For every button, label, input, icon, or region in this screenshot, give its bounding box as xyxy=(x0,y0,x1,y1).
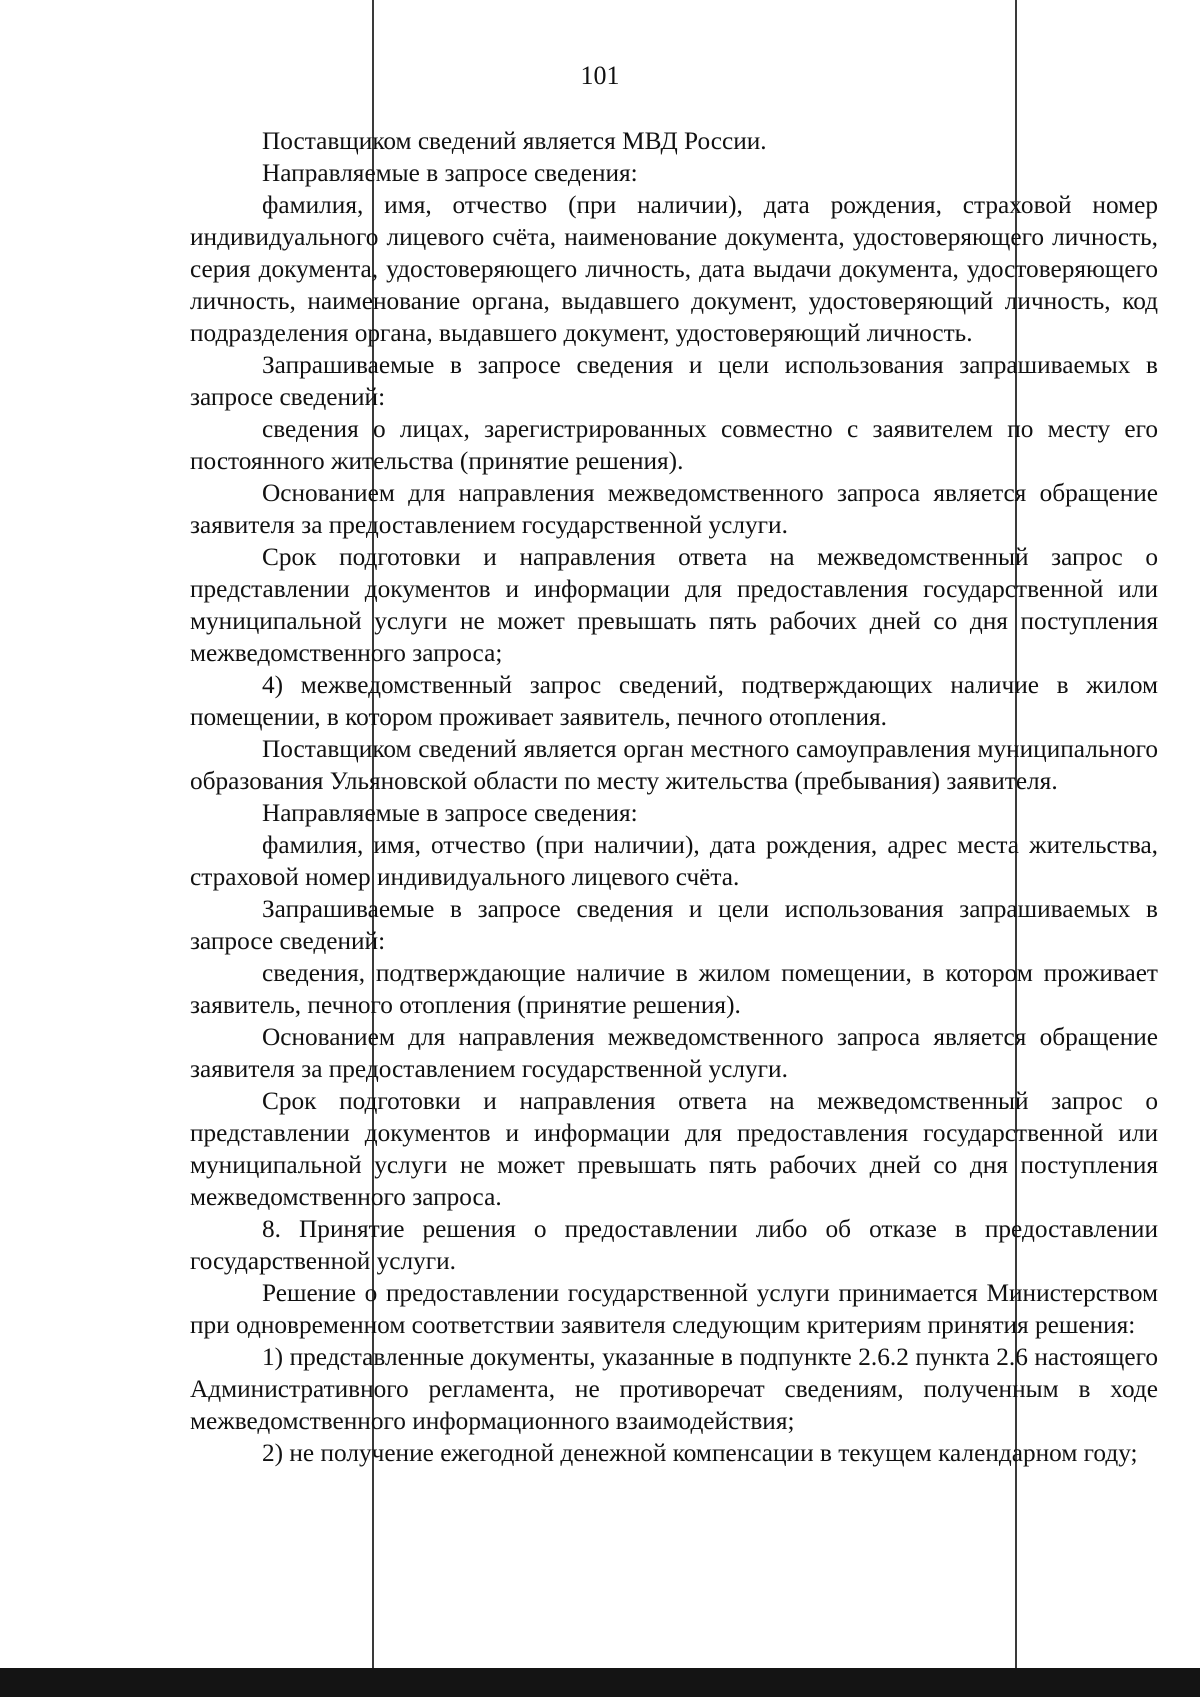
paragraph: сведения, подтверждающие наличие в жилом помещении, в котором проживает заявитель, печного отопления (принятие решения). xyxy=(190,959,1158,1019)
paragraph: Срок подготовки и направления ответа на межведомственный запрос о представлении документов и информации для предоставления государственной или муниципальной услуги не может превышать пять рабочих дней со дня поступления межведомственного запроса. xyxy=(190,1087,1158,1211)
scan-bottom-edge xyxy=(0,1668,1200,1697)
page-number: 101 xyxy=(580,61,620,90)
document-body xyxy=(190,125,1158,1469)
paragraph: Срок подготовки и направления ответа на межведомственный запрос о представлении документов и информации для предоставления государственной или муниципальной услуги не может превышать пять рабочих дней со дня поступления межведомственного запроса; xyxy=(190,543,1158,667)
paragraph: Запрашиваемые в запросе сведения и цели использования запрашиваемых в запросе сведений: xyxy=(190,351,1158,411)
paragraph: 4) межведомственный запрос сведений, подтверждающих наличие в жилом помещении, в котором проживает заявитель, печного отопления. xyxy=(190,671,1158,731)
paragraph: фамилия, имя, отчество (при наличии), дата рождения, адрес места жительства, страховой номер индивидуального лицевого счёта. xyxy=(190,831,1158,891)
paragraph: Направляемые в запросе сведения: xyxy=(262,799,638,827)
paragraph: Запрашиваемые в запросе сведения и цели использования запрашиваемых в запросе сведений: xyxy=(190,895,1158,955)
paragraph: 8. Принятие решения о предоставлении либо об отказе в предоставлении государственной услуги. xyxy=(190,1215,1158,1275)
paragraph: Поставщиком сведений является орган местного самоуправления муниципального образования Ульяновской области по месту жительства (пребывания) заявителя. xyxy=(190,735,1158,795)
paragraph: Направляемые в запросе сведения: xyxy=(262,159,638,187)
paragraph: сведения о лицах, зарегистрированных совместно с заявителем по месту его постоянного жительства (принятие решения). xyxy=(190,415,1158,475)
paragraph: Решение о предоставлении государственной услуги принимается Министерством при одновременном соответствии заявителя следующим критериям принятия решения: xyxy=(190,1279,1158,1339)
paragraph: фамилия, имя, отчество (при наличии), дата рождения, страховой номер индивидуального лицевого счёта, наименование документа, удостоверяющего личность, серия документа, удостоверяющего личность, дата выдачи документа, удостоверяющего личность, наименование органа, выдавшего документ, удостоверяющий личность, код подразделения органа, выдавшего документ, удостоверяющий личность. xyxy=(190,191,1158,347)
paragraph: 2) не получение ежегодной денежной компенсации в текущем календарном году; xyxy=(262,1439,1138,1467)
paragraph: Основанием для направления межведомственного запроса является обращение заявителя за предоставлением государственной услуги. xyxy=(190,1023,1158,1083)
paragraph: 1) представленные документы, указанные в подпункте 2.6.2 пункта 2.6 настоящего Административного регламента, не противоречат сведениям, полученным в ходе межведомственного информационного взаимодействия; xyxy=(190,1343,1158,1435)
paragraph: Поставщиком сведений является МВД России. xyxy=(262,127,767,155)
paragraph: Основанием для направления межведомственного запроса является обращение заявителя за предоставлением государственной услуги. xyxy=(190,479,1158,539)
